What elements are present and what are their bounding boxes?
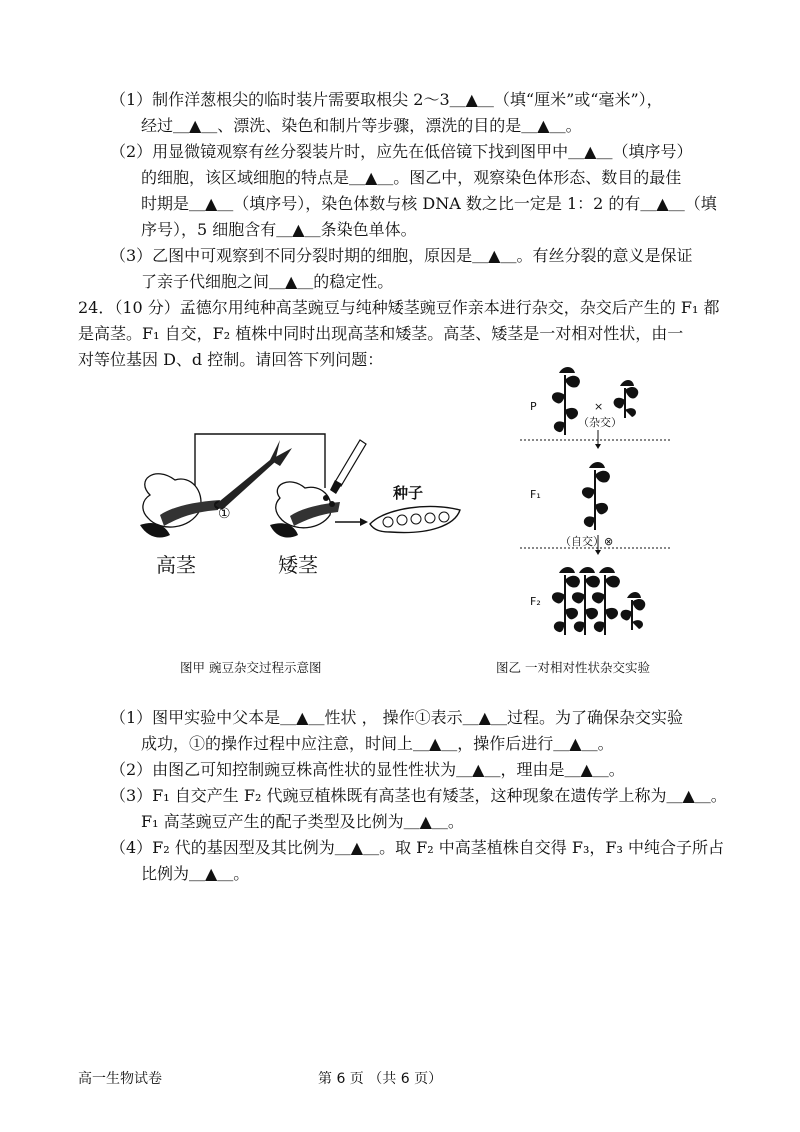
q24-p3-line2: F₁ 高茎豌豆产生的配子类型及比例为＿▲＿。 (141, 812, 464, 831)
pea-pod (370, 506, 460, 532)
q23-p2-line2: 的细胞，该区域细胞的特点是＿▲＿。图乙中，观察染色体形态、数目的最佳 (141, 168, 682, 187)
footer-subject: 高一生物试卷 (78, 1071, 162, 1087)
label-p: P (530, 400, 537, 413)
q24-stem-line1: 24．（10 分）孟德尔用纯种高茎豌豆与纯种矮茎豌豆作亲本进行杂交，杂交后产生的 F₁ 都 (78, 298, 720, 317)
q23-p1-line2: 经过＿▲＿、漂洗、染色和制片等步骤，漂洗的目的是＿▲＿。 (141, 116, 582, 135)
q24-p3-line1: （3）F₁ 自交产生 F₂ 代豌豆植株既有高茎也有矮茎，这种现象在遗传学上称为＿▲＿。 (110, 786, 727, 805)
figure-a-pea-cross-diagram (130, 420, 470, 590)
q23-p2-line1: （2）用显微镜观察有丝分裂装片时，应先在低倍镜下找到图甲中＿▲＿（填序号） (110, 142, 693, 161)
q24-stem-line3: 对等位基因 D、d 控制。请回答下列问题： (78, 350, 384, 369)
short-pea-flower (270, 482, 340, 538)
q24-p4-line2: 比例为＿▲＿。 (141, 864, 250, 883)
label-f1: F₁ (530, 488, 541, 501)
tall-pea-flower (140, 474, 222, 538)
short-stem-label: 矮茎 (278, 553, 318, 577)
q24-p1-line1: （1）图甲实验中父本是＿▲＿性状 ， 操作①表示＿▲＿过程。为了确保杂交实验 (110, 708, 683, 727)
q24-p4-line1: （4）F₂ 代的基因型及其比例为＿▲＿。取 F₂ 中高茎植株自交得 F₃，F₃ 中纯合子所占 (110, 838, 724, 857)
figure-a-caption: 图甲 豌豆杂交过程示意图 (180, 660, 322, 675)
figure-b-caption: 图乙 一对相对性状杂交实验 (496, 660, 650, 675)
q24-p2-line1: （2）由图乙可知控制豌豆株高性状的显性性状为＿▲＿，理由是＿▲＿。 (110, 760, 625, 779)
q23-p1-line1: （1）制作洋葱根尖的临时装片需要取根尖 2～3＿▲＿（填“厘米”或“毫米”）， (110, 90, 663, 109)
label-f2: F₂ (530, 595, 541, 608)
self-text: （自交） (560, 535, 604, 548)
q23-p2-line4: 序号），5 细胞含有＿▲＿条染色单体。 (141, 220, 417, 239)
figure-b-cross-experiment (520, 360, 670, 640)
q23-p2-line3: 时期是＿▲＿（填序号），染色体数与核 DNA 数之比一定是 1：2 的有＿▲＿（填 (141, 194, 717, 213)
q24-p1-line2: 成功，①的操作过程中应注意，时间上＿▲＿，操作后进行＿▲＿。 (141, 734, 614, 753)
q24-stem-line2: 是高茎。F₁ 自交，F₂ 植株中同时出现高茎和矮茎。高茎、矮茎是一对相对性状，由一 (78, 324, 684, 343)
q23-p3-line1: （3）乙图中可观察到不同分裂时期的细胞，原因是＿▲＿。有丝分裂的意义是保证 (110, 246, 693, 265)
tall-stem-label: 高茎 (156, 553, 196, 577)
cross-text: （杂交） (578, 416, 622, 429)
operation-1-label: ① (218, 506, 231, 522)
self-symbol: ⊗ (604, 535, 614, 548)
seed-label: 种子 (393, 484, 424, 502)
q23-p3-line2: 了亲子代细胞之间＿▲＿的稳定性。 (141, 272, 394, 291)
cross-symbol: × (594, 400, 604, 413)
footer-page-number: 第 6 页 （共 6 页） (318, 1071, 443, 1087)
